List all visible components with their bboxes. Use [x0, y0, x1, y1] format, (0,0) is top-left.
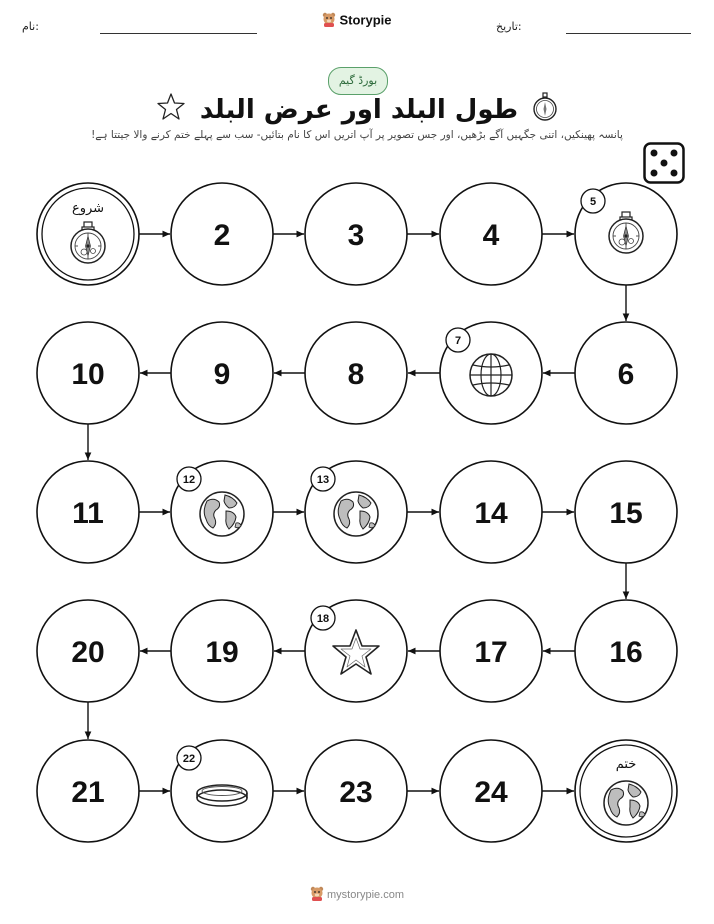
brand-name: Storypie — [339, 12, 392, 28]
board-space-9[interactable] — [171, 322, 273, 424]
space-number: 8 — [347, 358, 365, 391]
space-number-badge: 5 — [589, 196, 597, 208]
board-space-23[interactable] — [305, 740, 407, 842]
board-space-17[interactable] — [440, 600, 542, 702]
space-number: 2 — [213, 219, 231, 252]
space-number: 21 — [71, 776, 105, 809]
globe-grid-icon — [470, 354, 512, 396]
board-space-16[interactable] — [575, 600, 677, 702]
board-space-24[interactable] — [440, 740, 542, 842]
earth-icon — [334, 492, 378, 536]
date-label: تاریخ: — [496, 20, 522, 33]
board-space-12[interactable] — [171, 461, 273, 563]
space-number-badge: 7 — [454, 335, 462, 347]
space-number-badge: 18 — [316, 613, 330, 625]
board-space-6[interactable] — [575, 322, 677, 424]
footer-logo-icon — [310, 886, 324, 904]
board-space-22[interactable] — [171, 740, 273, 842]
board-space-3[interactable] — [305, 183, 407, 285]
finish-label: ختم — [615, 757, 637, 772]
space-number-badge: 12 — [182, 474, 196, 486]
footer-url: mystorypie.com — [326, 888, 405, 901]
board-space-21[interactable] — [37, 740, 139, 842]
board-space-20[interactable] — [37, 600, 139, 702]
space-number: 19 — [205, 636, 239, 669]
earth-icon — [200, 492, 244, 536]
board-space-5[interactable] — [575, 183, 677, 285]
board-space-19[interactable] — [171, 600, 273, 702]
board-space-18[interactable] — [305, 600, 407, 702]
board-space-4[interactable] — [440, 183, 542, 285]
board-space-10[interactable] — [37, 322, 139, 424]
space-number: 15 — [609, 497, 643, 530]
footer — [0, 886, 714, 904]
finish-space[interactable] — [575, 740, 677, 842]
space-number: 9 — [213, 358, 231, 391]
space-number: 6 — [617, 358, 635, 391]
space-number: 17 — [474, 636, 508, 669]
space-number: 23 — [339, 776, 373, 809]
board-space-15[interactable] — [575, 461, 677, 563]
space-number: 10 — [71, 358, 105, 391]
space-number: 16 — [609, 636, 643, 669]
space-number: 14 — [474, 497, 508, 530]
space-number-badge: 22 — [182, 753, 196, 765]
space-number: 3 — [347, 219, 365, 252]
space-number: 4 — [482, 219, 500, 252]
name-label: نام: — [22, 20, 39, 33]
game-type-badge: بورڈ گیم — [328, 67, 388, 95]
instructions: پانسہ پھینکیں، اتنی جگہیں آگے بڑھیں، اور جس تصویر پر آپ اتریں اس کا نام بتائیں- سب سے پہلے ختم کرنے والا جیتتا ہے! — [91, 129, 623, 141]
space-number: 24 — [474, 776, 508, 809]
start-label: شروع — [71, 201, 105, 216]
start-space[interactable] — [37, 183, 139, 285]
space-number: 11 — [72, 497, 104, 530]
board-space-7[interactable] — [440, 322, 542, 424]
board-space-14[interactable] — [440, 461, 542, 563]
board-space-8[interactable] — [305, 322, 407, 424]
space-number: 20 — [71, 636, 105, 669]
board-space-2[interactable] — [171, 183, 273, 285]
space-number-badge: 13 — [316, 474, 330, 486]
title-text: طول البلد اور عرض البلد — [199, 95, 519, 125]
board-space-13[interactable] — [305, 461, 407, 563]
earth-icon — [604, 781, 648, 825]
board-space-11[interactable] — [37, 461, 139, 563]
